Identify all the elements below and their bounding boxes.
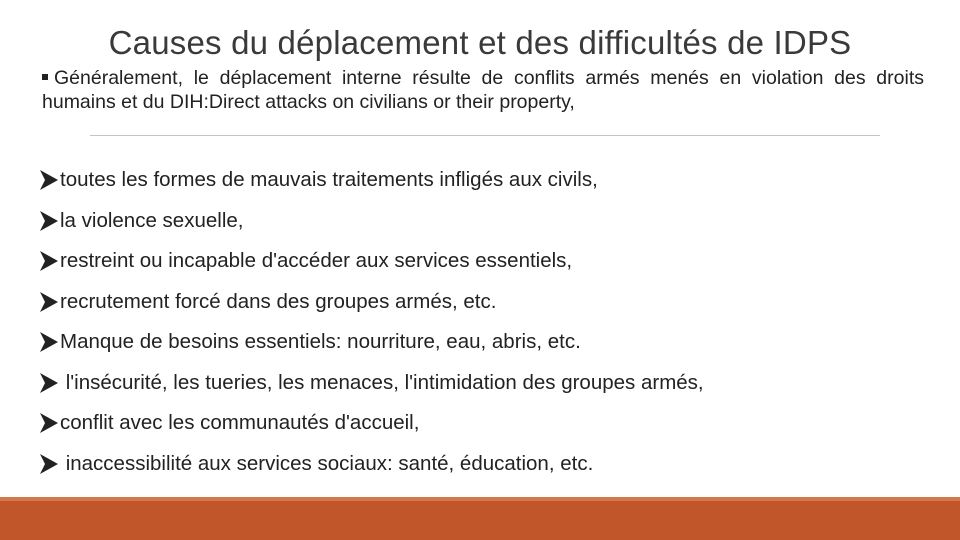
arrow-bullet-icon	[40, 332, 58, 352]
list-item-text: toutes les formes de mauvais traitements infligés aux civils,	[60, 168, 598, 192]
slide-title: Causes du déplacement et des difficultés de IDPS	[108, 24, 852, 61]
arrow-bullet-icon	[40, 170, 58, 190]
list-item-text: conflit avec les communautés d'accueil,	[60, 411, 420, 435]
list-item	[40, 282, 920, 323]
arrow-bullet-icon	[40, 454, 58, 474]
accent-bar	[0, 497, 960, 540]
list-item	[40, 444, 920, 485]
bullet-list	[40, 160, 920, 484]
list-item	[40, 403, 920, 444]
arrow-bullet-icon	[40, 373, 58, 393]
list-item	[40, 201, 920, 242]
list-item-text: inaccessibilité aux services sociaux: santé, éducation, etc.	[60, 451, 594, 475]
list-item	[40, 241, 920, 282]
intro-paragraph	[42, 66, 924, 114]
arrow-bullet-icon	[40, 413, 58, 433]
list-item	[40, 160, 920, 201]
list-item	[40, 363, 920, 404]
list-item-text: l'insécurité, les tueries, les menaces, l'intimidation des groupes armés,	[60, 370, 704, 394]
intro-text: Généralement, le déplacement interne résulte de conflits armés menés en violation des droits humains et du DIH:Direct attacks on civilians or their property,	[42, 67, 924, 113]
list-item-text: restreint ou incapable d'accéder aux services essentiels,	[60, 249, 573, 273]
list-item	[40, 322, 920, 363]
list-item-text: recrutement forcé dans des groupes armés, etc.	[60, 289, 497, 313]
divider	[90, 135, 880, 136]
arrow-bullet-icon	[40, 292, 58, 312]
arrow-bullet-icon	[40, 211, 58, 231]
square-bullet-icon	[42, 74, 48, 80]
arrow-bullet-icon	[40, 251, 58, 271]
list-item-text: Manque de besoins essentiels: nourriture, eau, abris, etc.	[60, 330, 581, 354]
accent-bar-highlight	[0, 497, 960, 501]
list-item-text: la violence sexuelle,	[60, 208, 244, 232]
